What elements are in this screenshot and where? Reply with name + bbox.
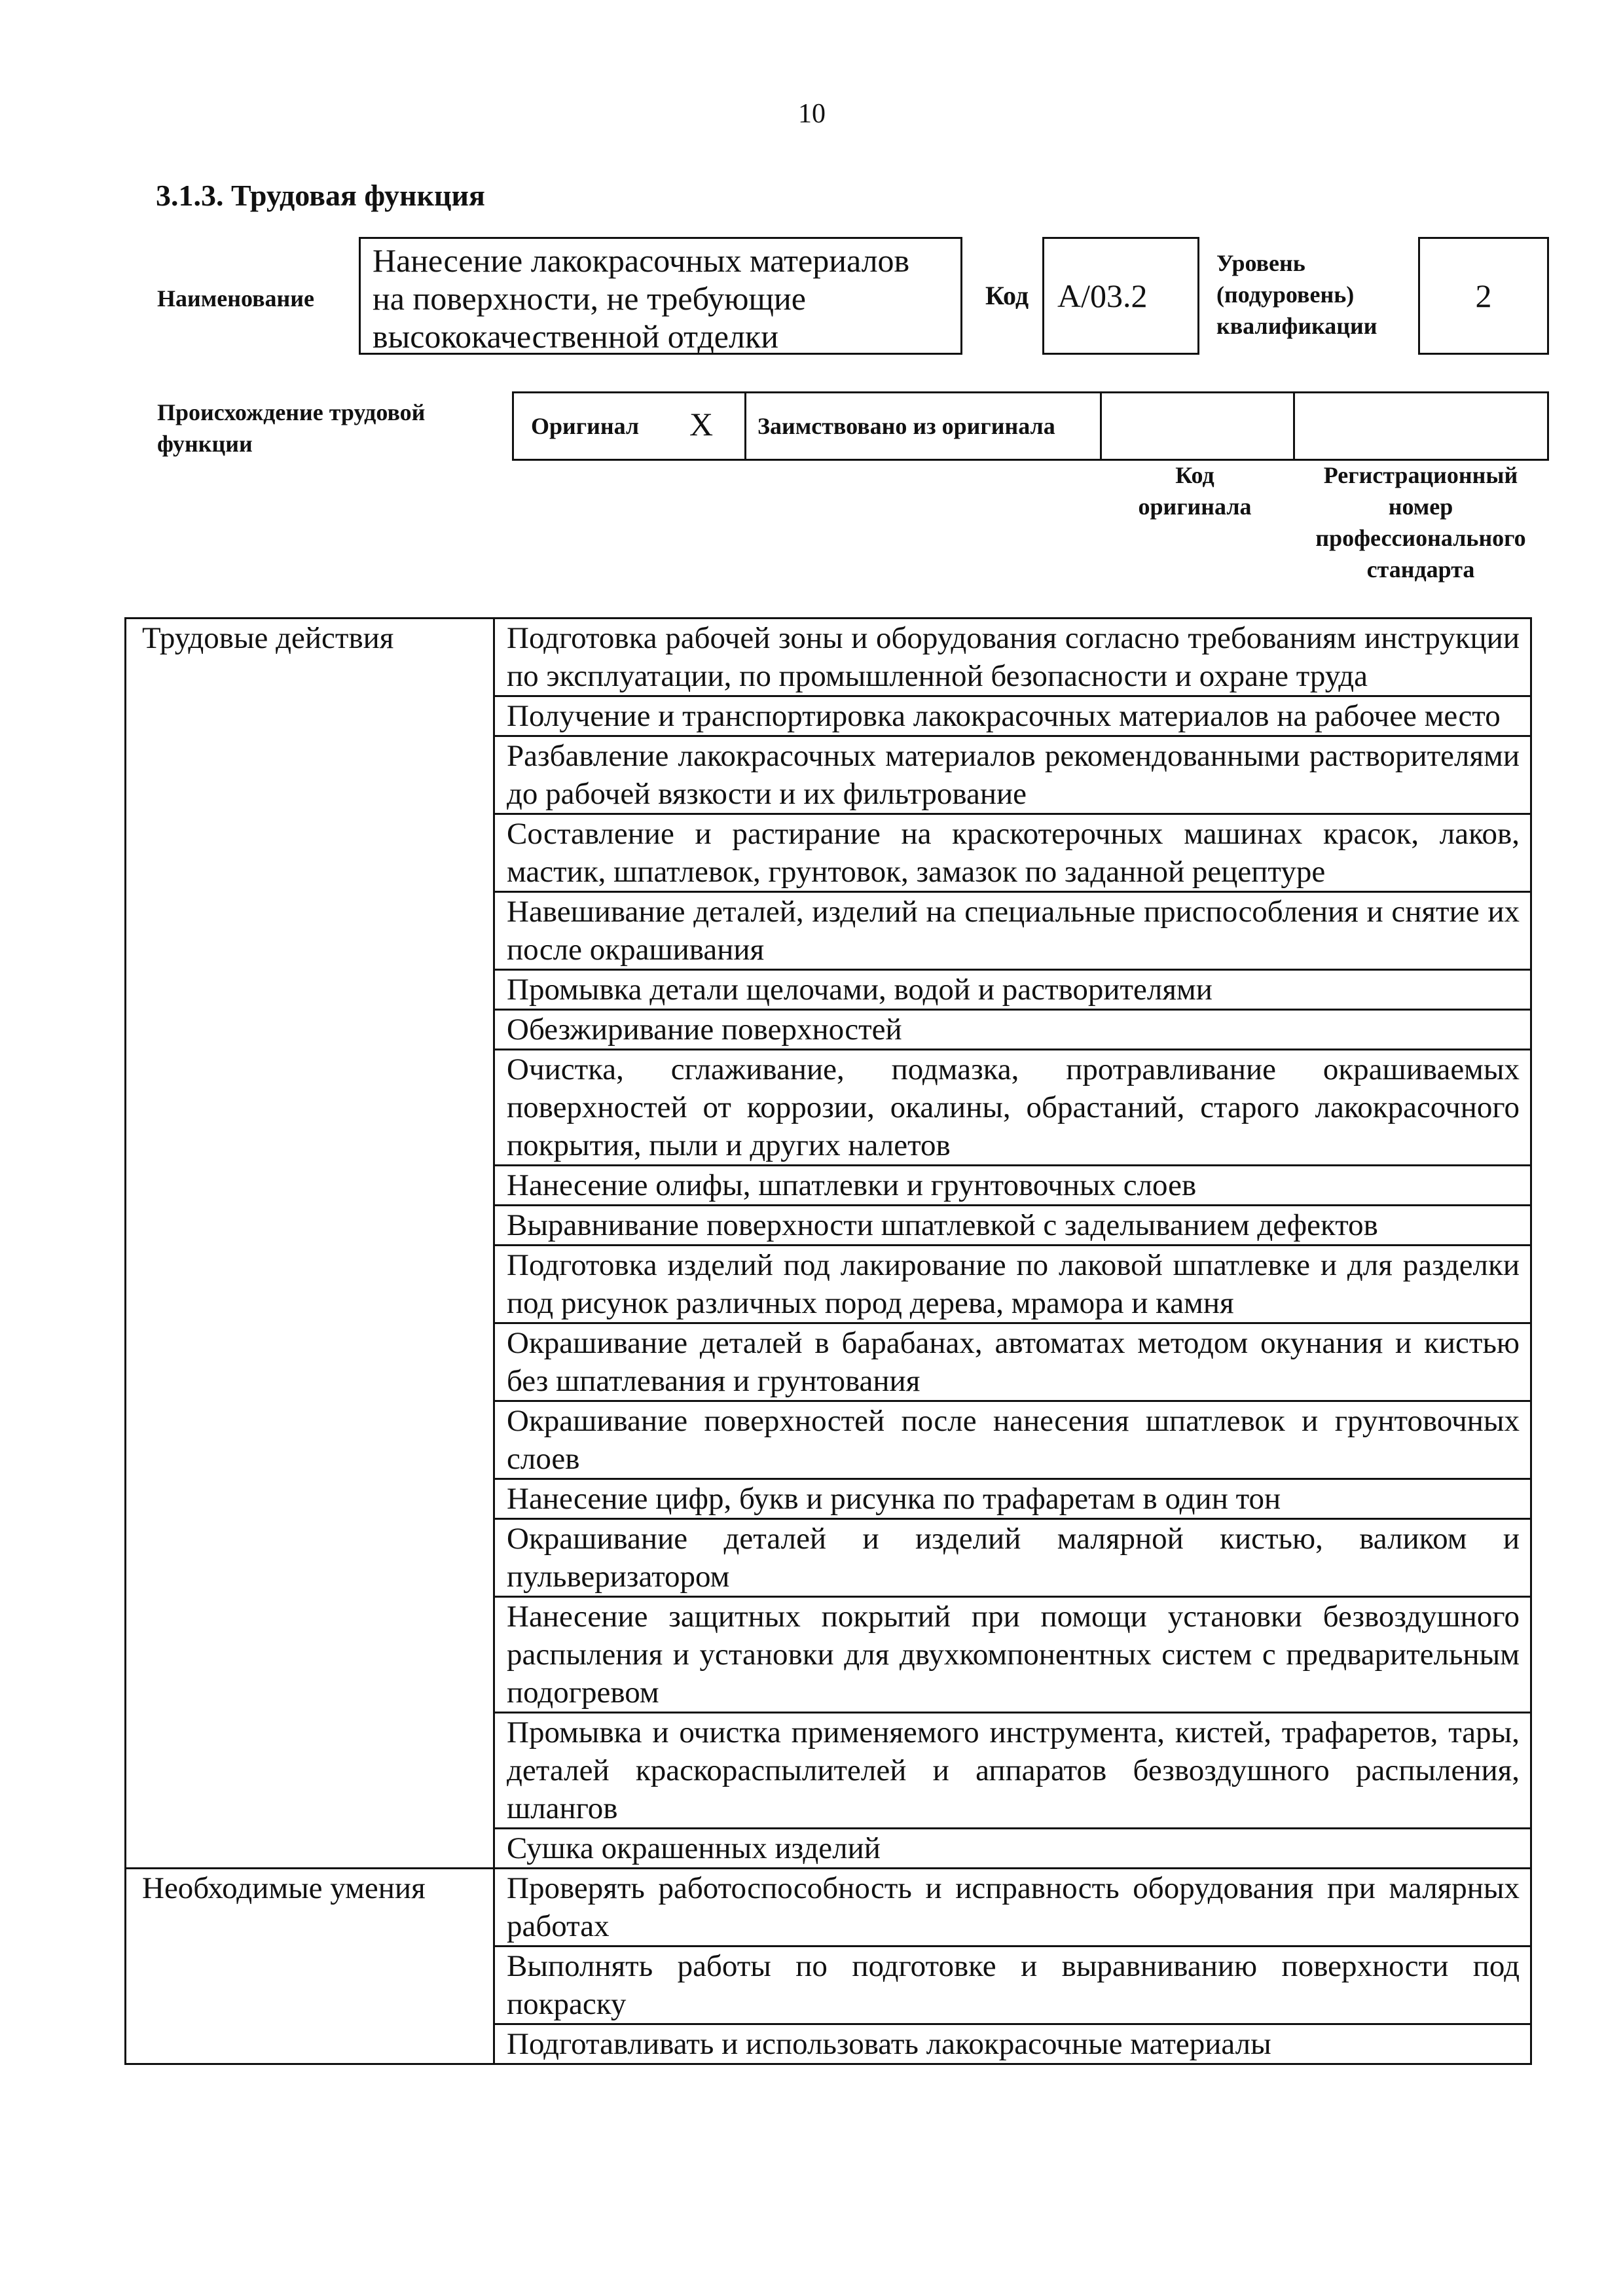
caption-line: номер [1388, 493, 1453, 520]
labor-function-table [124, 617, 1532, 2065]
labor-action-item: Подготовка рабочей зоны и оборудования согласно требованиям инструкции по эксплуатации, по промышленной безопасности и охране труда [494, 619, 1531, 696]
labor-action-item: Получение и транспортировка лакокрасочных материалов на рабочее место [494, 696, 1531, 736]
reg-number-caption [1283, 459, 1558, 585]
level-value-box [1418, 237, 1549, 355]
origin-divider [1293, 393, 1295, 459]
caption-line: оригинала [1138, 493, 1252, 520]
caption-line: Регистрационный [1323, 462, 1518, 488]
skills-label: Необходимые умения [126, 1869, 494, 2064]
skill-item: Выполнять работы по подготовке и выравниванию поверхности под покраску [494, 1946, 1531, 2024]
labor-action-item: Окрашивание деталей и изделий малярной кистью, валиком и пульверизатором [494, 1519, 1531, 1597]
name-value-box [359, 237, 962, 355]
origin-label-line: функции [157, 431, 253, 457]
name-value-line: Нанесение лакокрасочных материалов [373, 242, 910, 279]
table-row [126, 1869, 1531, 1946]
labor-action-item: Нанесение защитных покрытий при помощи установки безвоздушного распыления и установки для двухкомпонентных систем с предварительным подогревом [494, 1597, 1531, 1713]
origin-divider [1100, 393, 1102, 459]
labor-action-item: Обезжиривание поверхностей [494, 1010, 1531, 1050]
level-label-line: квалификации [1216, 313, 1377, 339]
labor-action-item: Нанесение цифр, букв и рисунка по трафаретам в один тон [494, 1479, 1531, 1519]
labor-actions-label: Трудовые действия [126, 619, 494, 1869]
origin-divider [744, 393, 746, 459]
labor-action-item: Нанесение олифы, шпатлевки и грунтовочных слоев [494, 1166, 1531, 1206]
original-label: Оригинал [531, 413, 640, 439]
level-label-line: (подуровень) [1216, 281, 1355, 308]
labor-action-item: Сушка окрашенных изделий [494, 1829, 1531, 1869]
labor-action-item: Выравнивание поверхности шпатлевкой с заделыванием дефектов [494, 1206, 1531, 1246]
page-number: 10 [798, 99, 826, 129]
name-label: Наименование [157, 285, 314, 312]
caption-line: стандарта [1366, 556, 1475, 583]
origin-label-line: Происхождение трудовой [157, 399, 426, 425]
labor-action-item: Промывка и очистка применяемого инструмента, кистей, трафаретов, тары, деталей краскораспылителей и аппаратов безвоздушного распыления, шлангов [494, 1713, 1531, 1829]
labor-action-item: Промывка детали щелочами, водой и растворителями [494, 970, 1531, 1010]
level-label [1216, 247, 1377, 342]
skill-item: Подготавливать и использовать лакокрасочные материалы [494, 2024, 1531, 2064]
name-value-line: высококачественной отделки [373, 318, 778, 355]
caption-line: профессионального [1315, 525, 1526, 551]
labor-action-item: Разбавление лакокрасочных материалов рекомендованными растворителями до рабочей вязкости и их фильтрование [494, 736, 1531, 814]
labor-action-item: Составление и растирание на краскотерочных машинах красок, лаков, мастик, шпатлевок, грунтовок, замазок по заданной рецептуре [494, 814, 1531, 892]
table-row [126, 619, 1531, 696]
labor-action-item: Навешивание деталей, изделий на специальные приспособления и снятие их после окрашивания [494, 892, 1531, 970]
name-value-line: на поверхности, не требующие [373, 280, 806, 317]
level-label-line: Уровень [1216, 250, 1305, 276]
labor-action-item: Окрашивание поверхностей после нанесения шпатлевок и грунтовочных слоев [494, 1401, 1531, 1479]
origin-label [157, 397, 425, 459]
skill-item: Проверять работоспособность и исправность оборудования при малярных работах [494, 1869, 1531, 1946]
origin-table [512, 391, 1549, 461]
code-original-caption [1106, 459, 1283, 522]
code-label: Код [985, 281, 1029, 310]
caption-line: Код [1175, 462, 1214, 488]
labor-action-item: Очистка, сглаживание, подмазка, протравливание окрашиваемых поверхностей от коррозии, окалины, обрастаний, старого лакокрасочного покрытия, пыли и других налетов [494, 1050, 1531, 1166]
labor-action-item: Окрашивание деталей в барабанах, автоматах методом окунания и кистью без шпатлевания и грунтования [494, 1323, 1531, 1401]
labor-action-item: Подготовка изделий под лакирование по лаковой шпатлевке и для разделки под рисунок различных пород дерева, мрамора и камня [494, 1246, 1531, 1323]
section-heading: 3.1.3. Трудовая функция [156, 179, 485, 212]
original-mark: X [689, 406, 714, 442]
code-value-box [1042, 237, 1199, 355]
code-value: А/03.2 [1057, 278, 1148, 314]
borrowed-label: Заимствовано из оригинала [757, 413, 1055, 439]
level-value: 2 [1475, 278, 1492, 314]
